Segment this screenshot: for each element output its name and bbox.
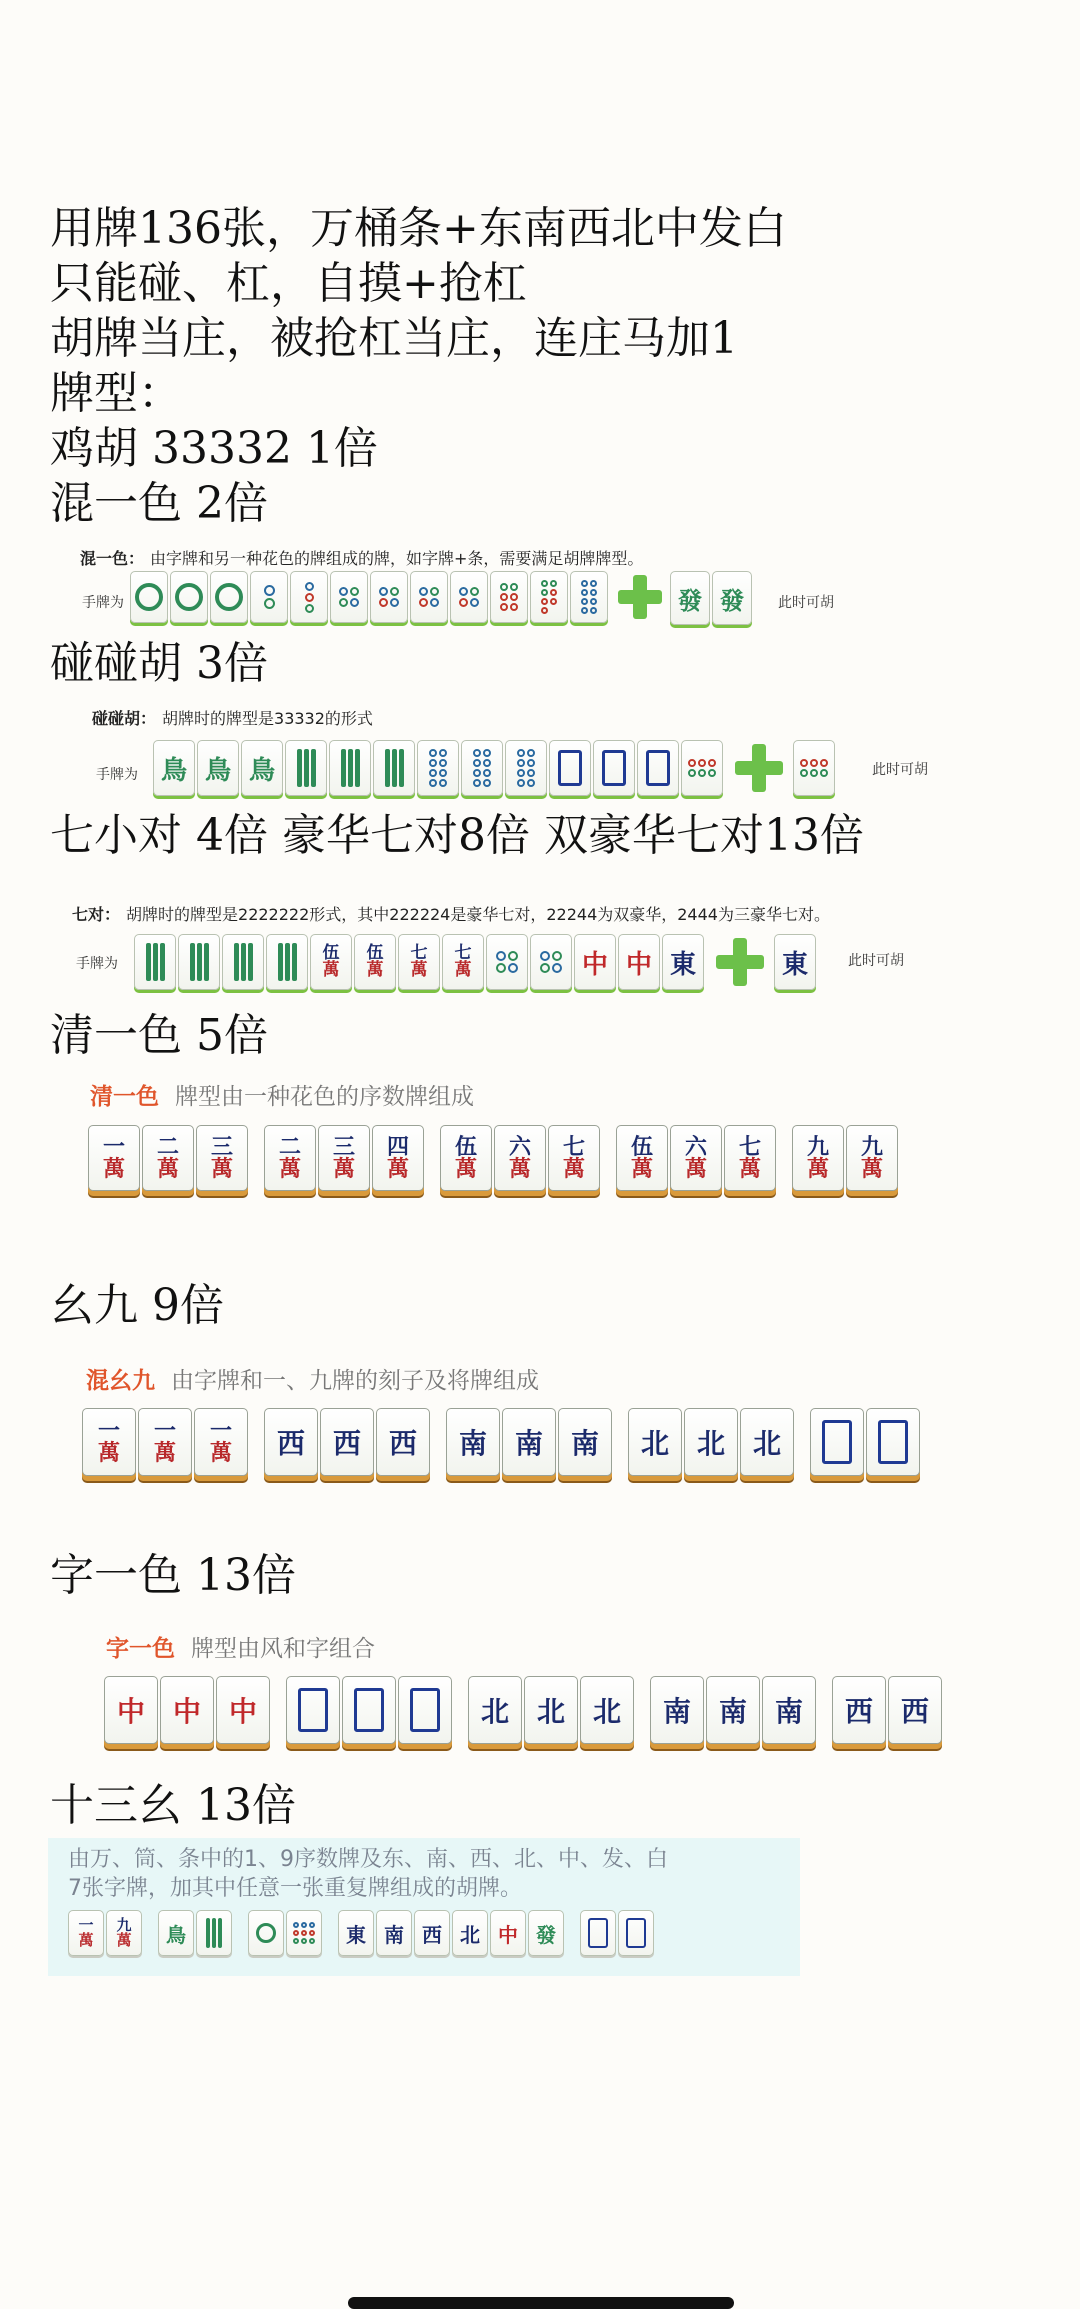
tile-white-dragon — [286, 1676, 340, 1744]
tile-west-wind: 西 — [832, 1676, 886, 1744]
tile-row-qidui — [134, 934, 818, 990]
tile-4-circle — [530, 934, 572, 990]
hand-label-hunyise: 手牌为 — [82, 595, 124, 611]
tile-6-bamboo — [329, 740, 371, 796]
tile-8-circle — [417, 740, 459, 796]
tile-9-bamboo — [134, 934, 176, 990]
thirteen-orphans-description: 由万、筒、条中的1、9序数牌及东、南、西、北、中、发、白 7张字牌，加其中任意一张重复牌组成的胡牌。 — [68, 1847, 668, 1901]
rule-line-patterns: 牌型： — [50, 368, 182, 419]
rule-line-tiles: 用牌136张，万桶条+东南西北中发白 — [50, 203, 787, 254]
tile-row-shisanyao — [68, 1910, 656, 1956]
tile-2-circle — [250, 571, 288, 623]
suffix-hunyise: 此时可胡 — [778, 595, 834, 611]
section-title-hunyise: 混一色 2倍 — [50, 478, 268, 529]
tile-8-circle — [681, 740, 723, 796]
tile-9-bamboo — [196, 1910, 232, 1956]
tile-red-dragon: 中 — [618, 934, 660, 990]
tile-1-character: 一 萬 — [68, 1910, 104, 1956]
tile-white-dragon — [637, 740, 679, 796]
tile-1-bamboo: 鳥 — [158, 1910, 194, 1956]
tile-fa: 發 — [712, 571, 752, 625]
tile-east-wind: 東 — [774, 934, 816, 990]
tile-9-bamboo — [178, 934, 220, 990]
home-indicator[interactable] — [348, 2297, 734, 2309]
tile-north-wind: 北 — [580, 1676, 634, 1744]
tile-9-character: 九 萬 — [792, 1125, 844, 1191]
tile-6-character: 六 萬 — [670, 1125, 722, 1191]
thirteen-orphans-panel — [48, 1838, 800, 1976]
plus-icon — [618, 575, 662, 619]
tile-6-bamboo — [373, 740, 415, 796]
tile-south-wind: 南 — [376, 1910, 412, 1956]
tile-south-wind: 南 — [446, 1408, 500, 1476]
tile-green-dragon: 發 — [528, 1910, 564, 1956]
tile-east-wind: 東 — [662, 934, 704, 990]
tile-south-wind: 南 — [502, 1408, 556, 1476]
tile-south-wind: 南 — [558, 1408, 612, 1476]
tile-white-dragon — [593, 740, 635, 796]
section-title-qingyise: 清一色 5倍 — [50, 1010, 268, 1061]
tile-1-character: 一 萬 — [194, 1408, 248, 1476]
tile-9-bamboo — [266, 934, 308, 990]
plus-icon — [716, 938, 764, 986]
tile-east-wind: 東 — [338, 1910, 374, 1956]
tile-south-wind: 南 — [706, 1676, 760, 1744]
tile-5-character: 伍 萬 — [354, 934, 396, 990]
section-title-shisanyao: 十三幺 13倍 — [50, 1780, 296, 1831]
suffix-pengpeng: 此时可胡 — [872, 762, 928, 778]
tile-4-circle — [486, 934, 528, 990]
tile-3-character: 三 萬 — [318, 1125, 370, 1191]
tile-west-wind: 西 — [264, 1408, 318, 1476]
caption-hunyise: 混一色： 由字牌和另一种花色的牌组成的牌，如字牌+条，需要满足胡牌牌型。 — [80, 549, 644, 568]
caption-ziyise: 字一色 牌型由风和字组合 — [106, 1636, 375, 1662]
tile-6-character: 六 萬 — [494, 1125, 546, 1191]
tile-5-circle — [410, 571, 448, 623]
tile-1-character: 一 萬 — [88, 1125, 140, 1191]
tile-8-circle — [461, 740, 503, 796]
tile-7-circle — [530, 571, 568, 623]
tile-1-circle — [210, 571, 248, 623]
caption-yaojiu: 混幺九 由字牌和一、九牌的刻子及将牌组成 — [86, 1368, 539, 1394]
tile-south-wind: 南 — [650, 1676, 704, 1744]
tile-9-bamboo — [222, 934, 264, 990]
tile-white-dragon — [549, 740, 591, 796]
tile-west-wind: 西 — [888, 1676, 942, 1744]
tile-5-circle — [450, 571, 488, 623]
tile-1-bamboo: 鳥 — [241, 740, 283, 796]
tile-red-dragon: 中 — [574, 934, 616, 990]
tile-1-bamboo: 鳥 — [197, 740, 239, 796]
tile-north-wind: 北 — [684, 1408, 738, 1476]
hand-label-qidui: 手牌为 — [76, 956, 118, 972]
caption-qingyise: 清一色 牌型由一种花色的序数牌组成 — [90, 1084, 474, 1110]
tile-row-ziyise — [104, 1676, 944, 1744]
tile-north-wind: 北 — [740, 1408, 794, 1476]
rule-line-actions: 只能碰、杠，自摸+抢杠 — [50, 258, 527, 309]
rule-line-dealer: 胡牌当庄，被抢杠当庄，连庄马加1 — [50, 313, 738, 364]
section-title-yaojiu: 幺九 9倍 — [50, 1280, 224, 1331]
tile-white-dragon — [866, 1408, 920, 1476]
tile-8-circle — [570, 571, 608, 623]
tile-9-circle — [286, 1910, 322, 1956]
hand-label-pengpeng: 手牌为 — [96, 767, 138, 783]
tile-5-character: 伍 萬 — [310, 934, 352, 990]
tile-red-dragon: 中 — [160, 1676, 214, 1744]
tile-3-character: 三 萬 — [196, 1125, 248, 1191]
tile-red-dragon: 中 — [216, 1676, 270, 1744]
tile-1-bamboo: 鳥 — [153, 740, 195, 796]
tile-5-character: 伍 萬 — [440, 1125, 492, 1191]
tile-2-character: 二 萬 — [142, 1125, 194, 1191]
section-title-pengpeng: 碰碰胡 3倍 — [50, 638, 268, 689]
tile-row-pengpeng — [153, 740, 837, 796]
tile-8-circle — [793, 740, 835, 796]
tile-white-dragon — [580, 1910, 616, 1956]
section-title-jihu: 鸡胡 33332 1倍 — [50, 423, 378, 474]
tile-7-character: 七 萬 — [724, 1125, 776, 1191]
tile-2-character: 二 萬 — [264, 1125, 316, 1191]
tile-west-wind: 西 — [320, 1408, 374, 1476]
tile-north-wind: 北 — [468, 1676, 522, 1744]
tile-8-circle — [505, 740, 547, 796]
tile-west-wind: 西 — [376, 1408, 430, 1476]
caption-pengpeng: 碰碰胡： 胡牌时的牌型是33332的形式 — [92, 709, 373, 728]
section-title-qidui: 七小对 4倍 豪华七对8倍 双豪华七对13倍 — [50, 810, 864, 861]
tile-1-character: 一 萬 — [138, 1408, 192, 1476]
tile-6-circle — [490, 571, 528, 623]
tile-4-circle — [330, 571, 368, 623]
tile-west-wind: 西 — [414, 1910, 450, 1956]
tile-red-dragon: 中 — [104, 1676, 158, 1744]
tile-9-character: 九 萬 — [106, 1910, 142, 1956]
tile-3-circle — [290, 571, 328, 623]
tile-row-hunyise — [130, 571, 754, 625]
suffix-qidui: 此时可胡 — [848, 953, 904, 969]
tile-7-character: 七 萬 — [398, 934, 440, 990]
tile-row-yaojiu — [82, 1408, 922, 1476]
plus-icon — [735, 744, 783, 792]
tile-1-circle — [130, 571, 168, 623]
tile-row-qingyise — [88, 1125, 900, 1191]
tile-north-wind: 北 — [524, 1676, 578, 1744]
tile-white-dragon — [810, 1408, 864, 1476]
tile-7-character: 七 萬 — [442, 934, 484, 990]
tile-fa: 發 — [670, 571, 710, 625]
tile-1-circle — [248, 1910, 284, 1956]
tile-red-dragon: 中 — [490, 1910, 526, 1956]
tile-6-bamboo — [285, 740, 327, 796]
tile-5-circle — [370, 571, 408, 623]
tile-5-character: 伍 萬 — [616, 1125, 668, 1191]
tile-9-character: 九 萬 — [846, 1125, 898, 1191]
tile-white-dragon — [398, 1676, 452, 1744]
section-title-ziyise: 字一色 13倍 — [50, 1550, 296, 1601]
tile-north-wind: 北 — [452, 1910, 488, 1956]
tile-1-character: 一 萬 — [82, 1408, 136, 1476]
tile-white-dragon — [618, 1910, 654, 1956]
tile-7-character: 七 萬 — [548, 1125, 600, 1191]
tile-north-wind: 北 — [628, 1408, 682, 1476]
tile-4-character: 四 萬 — [372, 1125, 424, 1191]
caption-qidui: 七对： 胡牌时的牌型是2222222形式，其中222224是豪华七对，22244为双豪华，2444为三豪华七对。 — [72, 905, 830, 924]
tile-1-circle — [170, 571, 208, 623]
tile-white-dragon — [342, 1676, 396, 1744]
tile-south-wind: 南 — [762, 1676, 816, 1744]
